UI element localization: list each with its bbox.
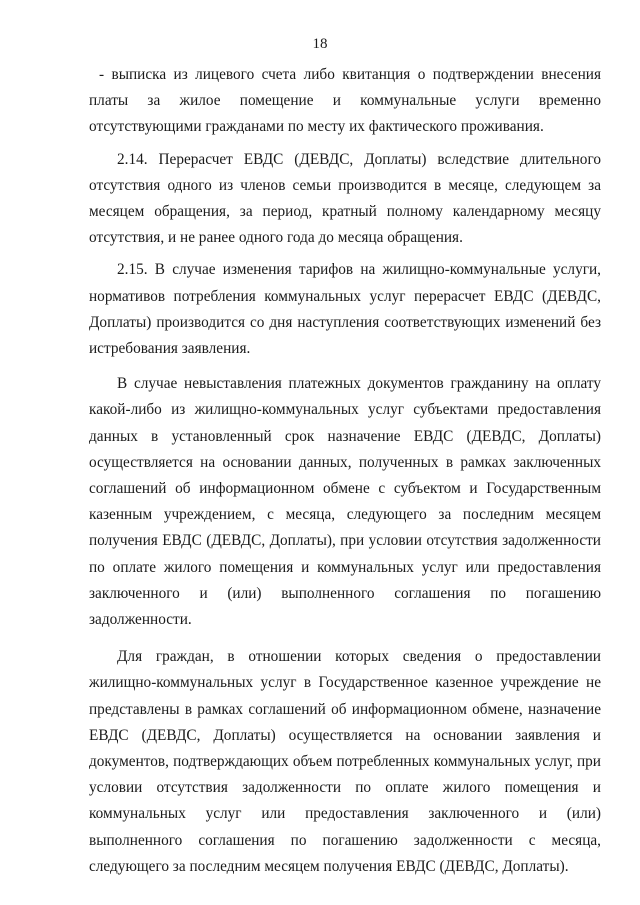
paragraph-2-14: 2.14. Перерасчет ЕВДС (ДЕВДС, Доплаты) вследствие длительного отсутствия одного из членов семьи производится в месяце, следующем за месяцем обращения, за период, кратный полному календарному месяцу отсутствия, и не ранее одного года до месяца обращения. [89, 150, 601, 247]
document-body [89, 62, 601, 880]
paragraph-citizens-without-data: Для граждан, в отношении которых сведения о предоставлении жилищно-коммунальных услуг в Государственное казенное учреждение не представлены в рамках соглашений об информационном обмене, назначение ЕВДС (ДЕВДС, Доплаты) осуществляется на основании заявления и документов, подтверждающих объем потребленных коммунальных услуг, при условии отсутствия задолженности по оплате жилого помещения и коммунальных услуг или предоставления заключенного и (или) выполненного соглашения по погашению задолженности с месяца, следующего за последним месяцем получения ЕВДС (ДЕВДС, Доплаты). [89, 648, 601, 875]
paragraph-no-payment-documents: В случае невыставления платежных документов гражданину на оплату какой-либо из жилищно-коммунальных услуг субъектами предоставления данных в установленный срок назначение ЕВДС (ДЕВДС, Доплаты) осуществляется на основании данных, полученных в рамках заключенных соглашений об информационном обмене с субъектом и Государственным казенным учреждением, с месяца, следующего за последним месяцем получения ЕВДС (ДЕВДС, Доплаты), при условии отсутствия задолженности по оплате жилого помещения и коммунальных услуг или предоставления заключенного и (или) выполненного соглашения по погашению задолженности. [89, 375, 601, 629]
paragraph-2-15: 2.15. В случае изменения тарифов на жилищно-коммунальные услуги, нормативов потребления коммунальных услуг перерасчет ЕВДС (ДЕВДС, Доплаты) производится со дня наступления соответствующих изменений без истребования заявления. [89, 261, 601, 358]
paragraph-statement-extract: - выписка из лицевого счета либо квитанция о подтверждении внесения платы за жилое помещение и коммунальные услуги временно отсутствующими гражданами по месту их фактического проживания. [89, 66, 601, 136]
page-number: 18 [312, 36, 328, 52]
